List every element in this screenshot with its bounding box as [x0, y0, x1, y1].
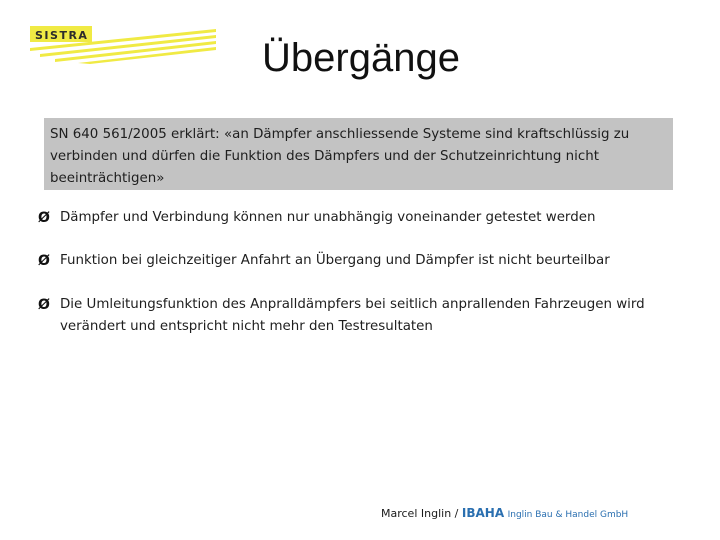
bullet-item [38, 207, 678, 229]
arrow-bullet-icon: Ø [38, 297, 50, 313]
page-title: Übergänge [262, 36, 460, 80]
footer-company: Inglin Bau & Handel GmbH [507, 510, 629, 520]
logo-text: SISTRA [35, 29, 89, 42]
bullet-text: Dämpfer und Verbindung können nur unabhängig voneinander getestet werden [60, 210, 596, 225]
quote-text: SN 640 561/2005 erklärt: «an Dämpfer anschliessende Systeme sind kraftschlüssig zu verbinden und dürfen die Funktion des Dämpfers und der Schutzeinrichtung nicht beeinträchtigen» [50, 127, 630, 186]
bullet-text: Die Umleitungsfunktion des Anpralldämpfers bei seitlich anprallenden Fahrzeugen wird verändert und entspricht nicht mehr den Testresultaten [60, 297, 645, 334]
quote-box [44, 118, 673, 190]
arrow-bullet-icon: Ø [38, 253, 50, 269]
bullet-item [38, 294, 678, 338]
footer-author: Marcel Inglin / [381, 507, 459, 520]
bullet-text: Funktion bei gleichzeitiger Anfahrt an Übergang und Dämpfer ist nicht beurteilbar [60, 253, 610, 268]
footer-brand: IBAHA [461, 506, 505, 520]
footer [381, 506, 628, 520]
bullet-item [38, 250, 678, 272]
arrow-bullet-icon: Ø [38, 210, 50, 226]
